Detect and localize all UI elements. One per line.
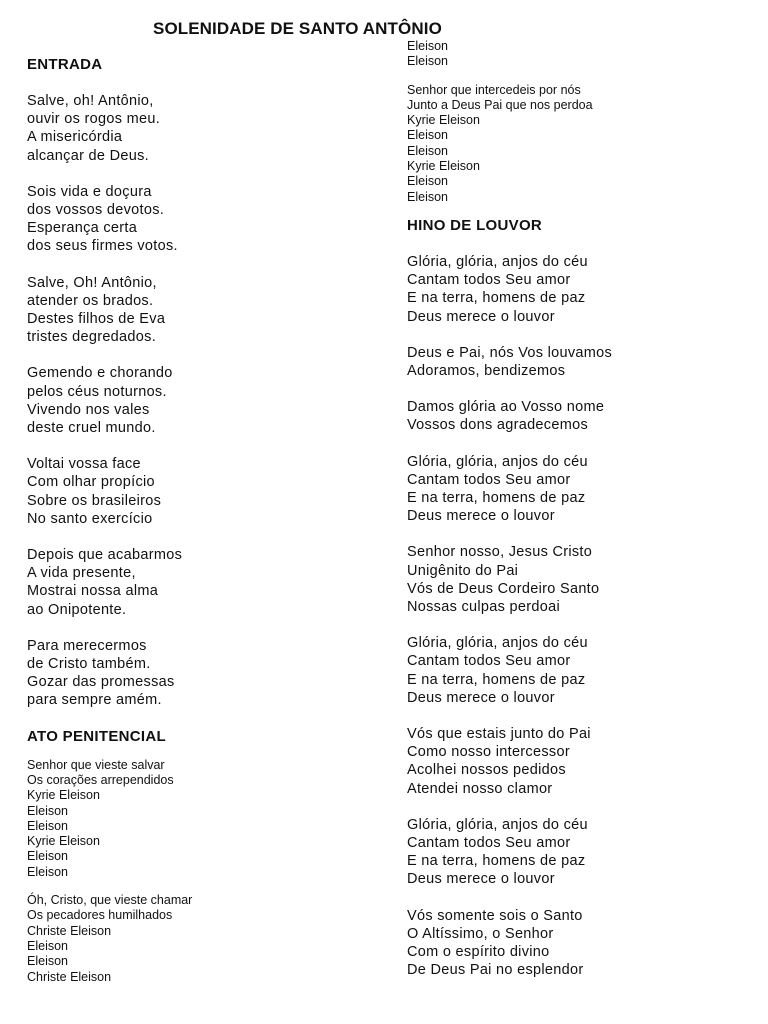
verse-line: Sobre os brasileiros [27, 492, 162, 509]
verse [407, 634, 762, 707]
verse-line: Eleison [27, 849, 68, 864]
verse-line: Eleison [27, 954, 68, 969]
verse-line: Cantam todos Seu amor [407, 471, 571, 488]
verse-line: Eleison [407, 39, 448, 53]
verse-line: E na terra, homens de paz [407, 853, 586, 870]
verse-line: Voltai vossa face [27, 456, 141, 473]
verse [27, 758, 387, 880]
verse-line: Eleison [407, 174, 448, 189]
verse-line: A misericórdia [27, 129, 123, 146]
verse-line: Eleison [27, 938, 68, 953]
verse-line: Salve, Oh! Antônio, [27, 274, 157, 291]
verse-line: Eleison [407, 54, 448, 69]
verse-line: Eleison [407, 128, 448, 143]
verse-line: No santo exercício [27, 510, 153, 527]
verse-line: Salve, oh! Antônio, [27, 93, 154, 109]
verse-line: Deus merece o louvor [407, 689, 555, 706]
verse-line: Eleison [407, 189, 448, 204]
verse [407, 39, 762, 70]
right-column [407, 39, 762, 979]
verse-line: Os corações arrependidos [27, 772, 174, 787]
verse-line: Cantam todos Seu amor [407, 653, 571, 670]
verse-line: Eleison [27, 818, 68, 833]
verse-line: Glória, glória, anjos do céu [407, 635, 588, 652]
left-column [27, 56, 387, 985]
verse-line: Sois vida e doçura [27, 183, 152, 200]
verse-line: Glória, glória, anjos do céu [407, 253, 588, 270]
verse-line: Nossas culpas perdoai [407, 599, 560, 616]
verse-line: Senhor que intercedeis por nós [407, 82, 581, 97]
verse [27, 183, 387, 256]
verse [27, 364, 387, 437]
verse-line: Vós somente sois o Santo [407, 907, 583, 924]
verse [27, 637, 387, 710]
verse-line: Mostrai nossa alma [27, 583, 159, 600]
verse-line: E na terra, homens de paz [407, 490, 586, 506]
verse-line: Damos glória ao Vosso nome [407, 399, 605, 416]
verse-line: Destes filhos de Eva [27, 311, 166, 328]
verse-line: Adoramos, bendizemos [407, 362, 566, 379]
verse-line: de Cristo também. [27, 656, 151, 673]
verse-line: deste cruel mundo. [27, 420, 156, 437]
verse [27, 455, 387, 528]
verse-line: atender os brados. [27, 292, 154, 309]
verse-line: Vivendo nos vales [27, 401, 150, 418]
verse-line: Kyrie Eleison [27, 834, 100, 849]
verse [407, 344, 762, 380]
verse-line: pelos céus noturnos. [27, 383, 167, 400]
verse-line: Christe Eleison [27, 969, 112, 984]
verse-line: Gozar das promessas [27, 674, 175, 691]
verse-line: ouvir os rogos meu. [27, 111, 161, 128]
verse-line: Senhor que vieste salvar [27, 757, 165, 772]
verse-line: ao Onipotente. [27, 601, 127, 618]
verse [407, 907, 762, 980]
verse-line: Atendei nosso clamor [407, 780, 553, 797]
verse-line: Óh, Cristo, que vieste chamar [27, 893, 193, 908]
verse-line: Depois que acabarmos [27, 547, 183, 564]
verse-line: Junto a Deus Pai que nos perdoa [407, 97, 593, 112]
verse [407, 453, 762, 526]
page-title: SOLENIDADE DE SANTO ANTÔNIO [153, 19, 442, 38]
verse [407, 816, 762, 889]
section-heading-entrada: ENTRADA [27, 56, 103, 73]
entrada-verses [27, 92, 387, 710]
verse [407, 253, 762, 326]
verse-line: alcançar de Deus. [27, 147, 149, 164]
verse-line: tristes degredados. [27, 329, 157, 346]
verse-line: Vossos dons agradecemos [407, 417, 589, 434]
ato-penitencial-verses [27, 758, 387, 985]
verse-line: Christe Eleison [27, 923, 112, 938]
verse-line: Eleison [407, 143, 448, 158]
verse-line: Kyrie Eleison [27, 788, 100, 803]
verse-line: Deus e Pai, nós Vos louvamos [407, 344, 613, 361]
verse-line: O Altíssimo, o Senhor [407, 925, 554, 942]
verse [27, 893, 387, 985]
verse [27, 274, 387, 347]
verse-line: Como nosso intercessor [407, 744, 570, 761]
verse-line: Deus merece o louvor [407, 308, 555, 325]
verse [407, 725, 762, 798]
verse-line: Com o espírito divino [407, 944, 550, 961]
verse-line: Senhor nosso, Jesus Cristo [407, 544, 593, 561]
verse-line: Eleison [27, 803, 68, 818]
verse-line: Vós que estais junto do Pai [407, 726, 591, 743]
hino-de-louvor-verses [407, 253, 762, 980]
verse-line: E na terra, homens de paz [407, 671, 586, 688]
verse-line: Glória, glória, anjos do céu [407, 453, 588, 470]
verse-line: A vida presente, [27, 565, 136, 582]
verse-line: Cantam todos Seu amor [407, 272, 571, 289]
verse-line: dos vossos devotos. [27, 202, 165, 219]
verse-line: dos seus firmes votos. [27, 238, 178, 255]
verse-line: Esperança certa [27, 220, 138, 237]
verse-line: Os pecadores humilhados [27, 908, 173, 923]
verse-line: Com olhar propício [27, 474, 155, 491]
verse-line: Unigênito do Pai [407, 562, 519, 579]
verse-line: Eleison [27, 864, 68, 879]
verse [27, 92, 387, 165]
verse-line: Deus merece o louvor [407, 871, 555, 888]
verse-line: Gemendo e chorando [27, 365, 173, 382]
verse [407, 543, 762, 616]
verse-line: Kyrie Eleison [407, 113, 480, 128]
verse-line: Cantam todos Seu amor [407, 835, 571, 852]
verse [407, 83, 762, 205]
verse-line: Deus merece o louvor [407, 508, 555, 525]
verse-line: Para merecermos [27, 637, 147, 654]
ato-penitencial-continued-verses [407, 39, 762, 205]
verse [407, 398, 762, 434]
verse-line: para sempre amém. [27, 692, 162, 709]
verse-line: De Deus Pai no esplendor [407, 962, 584, 979]
verse [27, 546, 387, 619]
verse-line: Glória, glória, anjos do céu [407, 816, 588, 833]
section-heading-hino-de-louvor: HINO DE LOUVOR [407, 216, 543, 234]
verse-line: Kyrie Eleison [407, 159, 480, 174]
verse-line: E na terra, homens de paz [407, 290, 586, 307]
verse-line: Acolhei nossos pedidos [407, 762, 566, 779]
section-heading-ato-penitencial: ATO PENITENCIAL [27, 727, 166, 745]
verse-line: Vós de Deus Cordeiro Santo [407, 580, 600, 597]
